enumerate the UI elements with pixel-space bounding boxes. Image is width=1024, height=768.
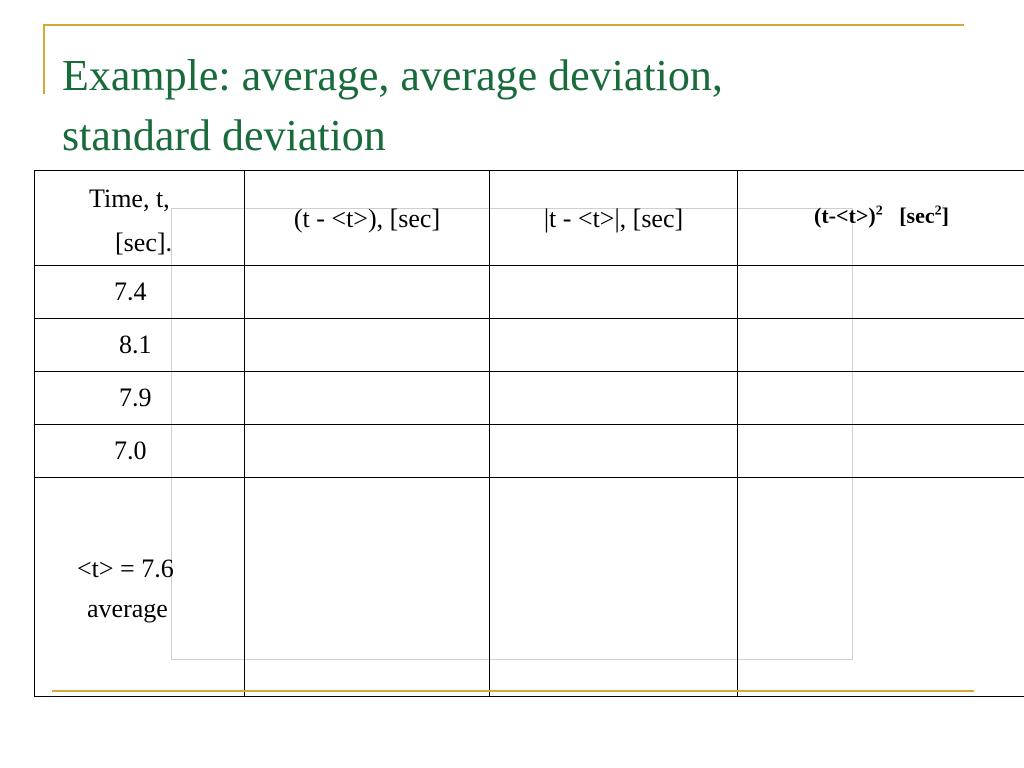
average-label: average — [87, 594, 168, 623]
header-squared-deviation — [738, 171, 1024, 266]
abs-deviation-cell — [490, 372, 738, 425]
deviation-cell — [245, 372, 490, 425]
header-deviation-label: (t - <t>), [sec] — [293, 204, 441, 233]
decorative-left-line — [43, 24, 45, 94]
squared-deviation-cell — [738, 425, 1024, 478]
time-cell — [35, 372, 245, 425]
time-value: 8.1 — [119, 330, 152, 359]
average-row — [35, 478, 1024, 697]
squared-deviation-cell — [738, 478, 1024, 697]
header-time-line-1: Time, t, — [89, 184, 170, 213]
header-time — [35, 171, 245, 266]
average-cell — [35, 478, 245, 697]
table-row — [35, 372, 1024, 425]
time-cell — [35, 266, 245, 319]
slide-title-line-2: standard deviation — [62, 111, 386, 160]
decorative-top-line — [44, 24, 964, 26]
time-value: 7.0 — [114, 436, 147, 465]
deviation-cell — [245, 478, 490, 697]
slide-title — [62, 46, 962, 166]
header-abs-deviation — [490, 171, 738, 266]
squared-deviation-cell — [738, 372, 1024, 425]
table-row — [35, 319, 1024, 372]
time-cell — [35, 425, 245, 478]
header-squared-prefix: (t-<t>) — [814, 203, 876, 228]
header-abs-deviation-label: |t - <t>|, [sec] — [543, 204, 684, 233]
deviation-cell — [245, 319, 490, 372]
header-squared-exp: 2 — [875, 203, 883, 219]
table-header-row — [35, 171, 1024, 266]
abs-deviation-cell — [490, 319, 738, 372]
time-value: 7.4 — [114, 277, 147, 306]
table-row — [35, 425, 1024, 478]
abs-deviation-cell — [490, 478, 738, 697]
header-time-line-2: [sec]. — [115, 228, 173, 257]
header-squared-unit-exp: 2 — [934, 203, 942, 219]
abs-deviation-cell — [490, 266, 738, 319]
average-value: <t> = 7.6 — [77, 554, 174, 583]
header-squared-deviation-label — [738, 171, 1024, 229]
decorative-bottom-line — [52, 690, 974, 692]
deviation-cell — [245, 425, 490, 478]
header-squared-unit-suffix: ] — [941, 203, 949, 228]
abs-deviation-cell — [490, 425, 738, 478]
time-value: 7.9 — [119, 383, 152, 412]
time-cell — [35, 319, 245, 372]
slide-title-line-1: Example: average, average deviation, — [62, 51, 723, 100]
squared-deviation-cell — [738, 319, 1024, 372]
header-deviation — [245, 171, 490, 266]
deviation-cell — [245, 266, 490, 319]
table-row — [35, 266, 1024, 319]
squared-deviation-cell — [738, 266, 1024, 319]
deviation-table — [34, 170, 1024, 697]
header-squared-unit-prefix: [sec — [899, 203, 935, 228]
